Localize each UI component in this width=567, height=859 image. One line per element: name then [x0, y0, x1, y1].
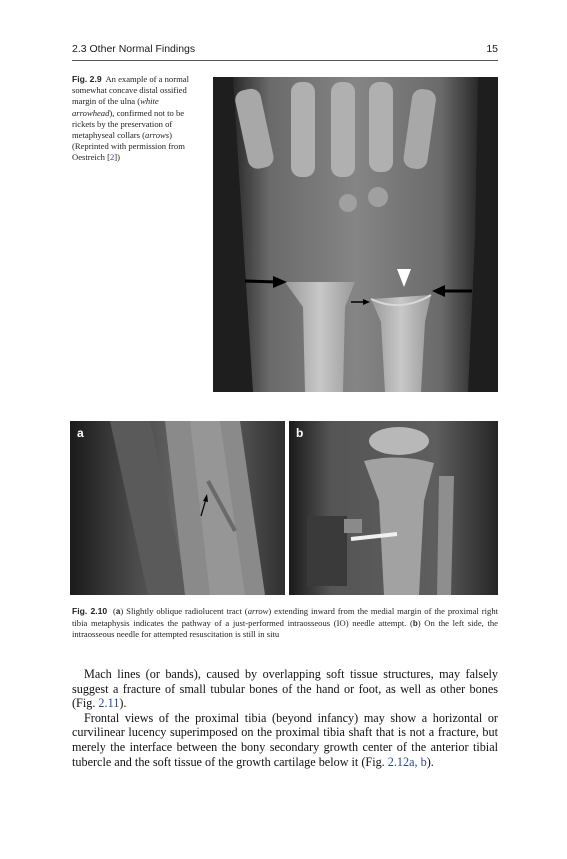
header-rule: [72, 60, 498, 61]
figure-label: Fig. 2.10: [72, 606, 108, 616]
paragraph: Mach lines (or bands), caused by overlapping soft tissue structures, may falsely suggest a fracture of small tubular bones of the hand or foot, as well as other bones (Fig. 2.11).: [72, 667, 498, 711]
figure-2-9-radiograph: [213, 77, 498, 392]
figure-reference-link[interactable]: 2.11: [98, 696, 120, 711]
figure-2-10-caption: Fig. 2.10 (a) Slightly oblique radiolucent tract (arrow) extending inward from the medial margin of the proximal right tibia metaphysis indicates the pathway of a just-performed intraosseous (IO) needle attempt. (b) On the left side, the intraosseous needle for attempted resuscitation is still in situ: [72, 606, 499, 640]
body-text: [72, 667, 498, 769]
figure-label: Fig. 2.9: [72, 74, 102, 84]
panel-letter-b: b: [296, 426, 304, 440]
paragraph: Frontal views of the proximal tibia (beyond infancy) may show a horizontal or curvilinear lucency superimposed on the proximal tibia shaft that is not a fracture, but merely the interface between the bony secondary growth center of the anterior tibial tubercle and the soft tissue of the growth cartilage below it (Fig. 2.12a, b).: [72, 710, 498, 769]
figure-2-9-caption: Fig. 2.9 An example of a normal somewhat concave distal ossified margin of the ulna (white arrowhead), confirmed not to be rickets by the preservation of metaphyseal collars (arrows) (Reprinted with permission from Oestreich [2]): [72, 74, 189, 163]
running-header: [72, 43, 498, 59]
figure-reference-link[interactable]: 2.12a, b: [387, 754, 427, 769]
figure-2-10a-radiograph: [70, 421, 285, 595]
panel-letter-a: a: [77, 426, 84, 440]
page-number: 15: [486, 43, 498, 55]
reference-link[interactable]: 2: [109, 152, 115, 163]
figure-2-10b-radiograph: [289, 421, 498, 595]
section-title: 2.3 Other Normal Findings: [72, 43, 196, 55]
